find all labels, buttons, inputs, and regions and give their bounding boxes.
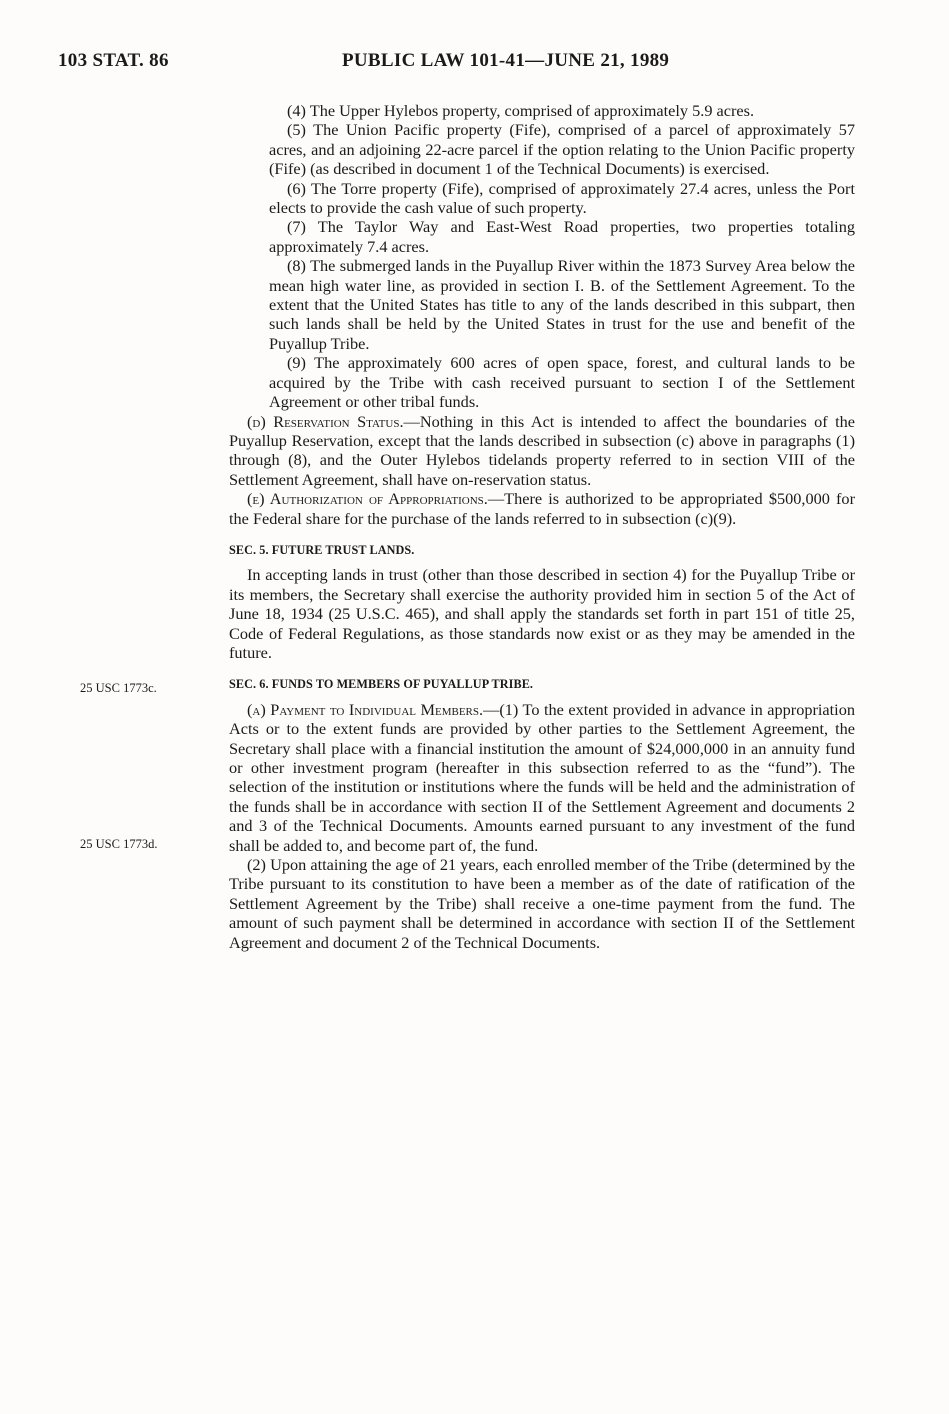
page-header — [0, 50, 949, 76]
margin-note-sec5: 25 USC 1773c. — [80, 681, 157, 695]
section-6-a-body: —(1) To the extent provided in advance in appropriation Acts or to the extent funds are provided by other parties to the Settlement Agreement, the Secretary shall place with a financial institution the amount of $24,000,000 in an annuity fund or other investment program (hereafter in this subsection referred to as the “fund”). The selection of the institution or institutions where the funds will be held and the administration of the funds shall be in accordance with section II of the Settlement Agreement and documents 2 and 3 of the Technical Documents. Amounts earned pursuant to any investment of the fund shall be added to, and become part of, the fund. — [229, 699, 855, 855]
subsection-d — [229, 412, 855, 490]
subsection-e — [229, 489, 855, 528]
subsection-d-body: —Nothing in this Act is intended to affect the boundaries of the Puyallup Reservation, except that the lands described in subsection (c) above in paragraphs (1) through (8), and the Outer Hylebos tidelands property referred to in section VIII of the Settlement Agreement, shall have on-reservation status. — [229, 411, 855, 489]
paragraph-9: (9) The approximately 600 acres of open space, forest, and cultural lands to be acquired by the Tribe with cash received pursuant to section I of the Settlement Agreement or other tribal funds. — [269, 353, 855, 412]
section-6-a-label: (a) Payment to Individual Members. — [247, 699, 484, 719]
subsection-e-label: (e) Authorization of Appropriations. — [247, 489, 488, 509]
margin-note-sec6: 25 USC 1773d. — [80, 837, 158, 851]
paragraph-7: (7) The Taylor Way and East-West Road properties, two properties totaling approximately 7.4 acres. — [269, 217, 855, 256]
body-text — [229, 101, 855, 952]
subsection-d-label: (d) Reservation Status. — [247, 411, 404, 431]
section-5-body: In accepting lands in trust (other than those described in section 4) for the Puyallup Tribe or its members, the Secretary shall exercise the authority provided him in section 5 of the Act of June 18, 1934 (25 U.S.C. 465), and shall apply the standards set forth in part 151 of title 25, Code of Federal Regulations, as those standards now exist or as they may be amended in the future. — [229, 565, 855, 662]
section-5-heading: SEC. 5. FUTURE TRUST LANDS. — [229, 542, 415, 557]
paragraph-4: (4) The Upper Hylebos property, comprised of approximately 5.9 acres. — [287, 101, 755, 120]
subsection-e-body: —There is authorized to be appropriated $500,000 for the Federal share for the purchase of the lands referred to in subsection (c)(9). — [229, 489, 855, 528]
paragraph-8: (8) The submerged lands in the Puyallup River within the 1873 Survey Area below the mean high water line, as provided in section I. B. of the Settlement Agreement. To the extent that the United States has title to any of the lands described in this subpart, then such lands shall be held by the United States in trust for the use and benefit of the Puyallup Tribe. — [269, 256, 855, 353]
paragraph-5: (5) The Union Pacific property (Fife), comprised of a parcel of approximately 57 acres, and an adjoining 22-acre parcel if the option relating to the Union Pacific property (Fife) (as described in document 1 of the Technical Documents) is exercised. — [269, 120, 855, 179]
section-6-a — [229, 700, 855, 855]
section-6-paragraph-2: (2) Upon attaining the age of 21 years, each enrolled member of the Tribe (determined by the Tribe pursuant to its constitution to have been a member as of the date of ratification of the Settlement Agreement by the Tribe) shall receive a one-time payment from the fund. The amount of such payment shall be determined in accordance with section II of the Settlement Agreement and document 2 of the Technical Documents. — [229, 855, 855, 952]
page-reference: 103 STAT. 86 — [58, 50, 169, 71]
paragraph-6: (6) The Torre property (Fife), comprised of approximately 27.4 acres, unless the Port elects to provide the cash value of such property. — [269, 178, 855, 218]
section-6-heading: SEC. 6. FUNDS TO MEMBERS OF PUYALLUP TRIBE. — [229, 677, 534, 692]
page-title: PUBLIC LAW 101-41—JUNE 21, 1989 — [342, 50, 670, 71]
